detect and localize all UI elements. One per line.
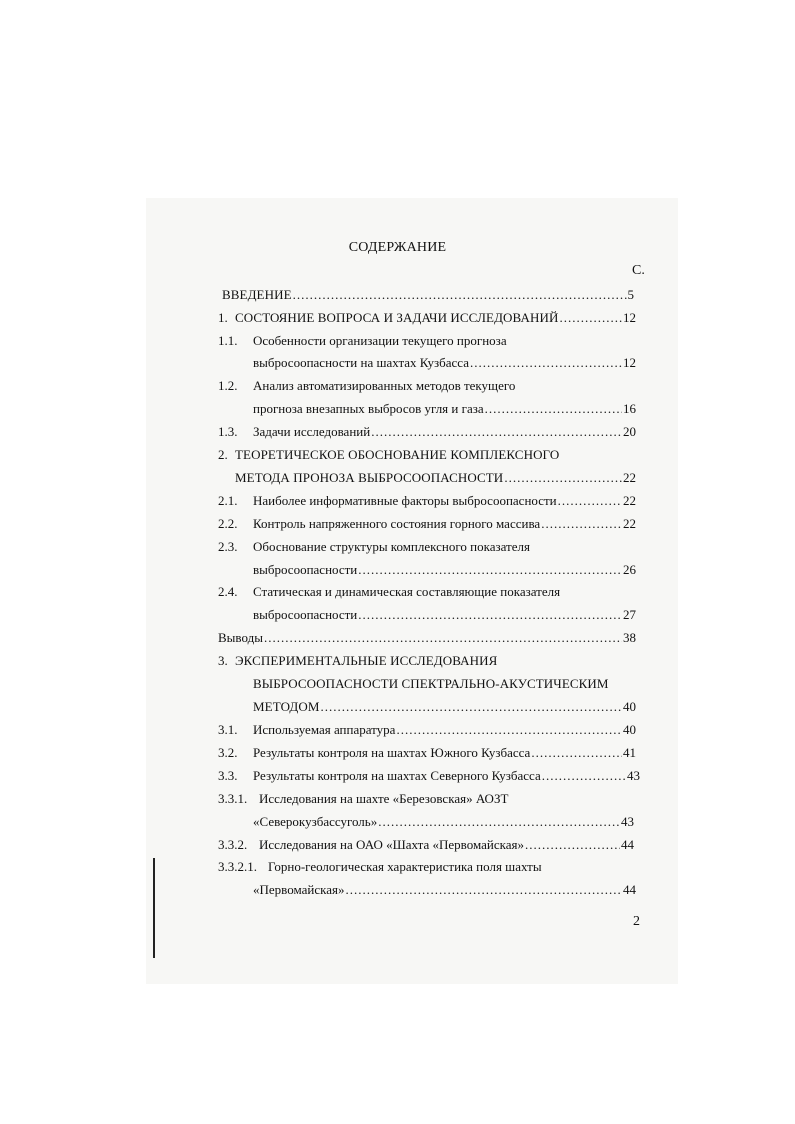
toc-entry-number: 1.3. [218, 424, 238, 439]
toc-entry-text: Статическая и динамическая составляющие показателя [253, 584, 561, 599]
toc-entry-3-3-2[interactable] [259, 836, 634, 854]
toc-leader-dots [470, 354, 622, 372]
toc-leader-dots [542, 767, 626, 785]
toc-entry-number: 1.2. [218, 378, 238, 393]
toc-entry-text: выбросоопасности [253, 562, 358, 577]
toc-entry-ch2[interactable] [235, 469, 636, 487]
toc-entry-2-2[interactable] [253, 515, 636, 533]
toc-entry-number: 3.3. [218, 768, 238, 783]
toc-entry-3-3-1[interactable] [253, 813, 634, 831]
toc-leader-dots [358, 561, 622, 579]
toc-entry-page: 40 [623, 699, 636, 714]
toc-leader-dots [345, 881, 622, 899]
toc-entry-3-1[interactable] [253, 721, 636, 739]
toc-entry-text: ТЕОРЕТИЧЕСКОЕ ОБОСНОВАНИЕ КОМПЛЕКСНОГО [235, 447, 560, 462]
toc-entry-page: 26 [623, 562, 636, 577]
toc-entry-number: 3. [218, 653, 228, 668]
toc-entry-page: 22 [623, 493, 636, 508]
toc-entry-text: Контроль напряженного состояния горного массива [253, 516, 541, 531]
toc-leader-dots [485, 400, 622, 418]
toc-entry-text: Задачи исследований [253, 424, 371, 439]
toc-entry-page: 12 [623, 355, 636, 370]
toc-entry-text: выбросоопасности [253, 607, 358, 622]
toc-entry-number: 1.1. [218, 333, 238, 348]
toc-entry-page: 16 [623, 401, 636, 416]
toc-entry-text: Особенности организации текущего прогноза [253, 333, 507, 348]
toc-entry-3-2[interactable] [253, 744, 636, 762]
toc-entry-text: Исследования на шахте «Березовская» АОЗТ [259, 791, 509, 806]
toc-entry-text: Выводы [218, 630, 263, 645]
toc-entry-page: 27 [623, 607, 636, 622]
toc-entry-text: ЭКСПЕРИМЕНТАЛЬНЫЕ ИССЛЕДОВАНИЯ [235, 653, 498, 668]
toc-entry-text: СОСТОЯНИЕ ВОПРОСА И ЗАДАЧИ ИССЛЕДОВАНИЙ [235, 310, 559, 325]
toc-entry-text: ВЫБРОСООПАСНОСТИ СПЕКТРАЛЬНО-АКУСТИЧЕСКИМ [253, 676, 609, 691]
toc-leader-dots [541, 515, 622, 533]
toc-leader-dots [504, 469, 622, 487]
toc-leader-dots [293, 286, 627, 304]
toc-entry-page: 22 [623, 470, 636, 485]
toc-leader-dots [264, 629, 622, 647]
toc-leader-dots [378, 813, 620, 831]
toc-leader-dots [531, 744, 622, 762]
toc-entry-text: «Первомайская» [253, 882, 345, 897]
toc-entry-conclusions[interactable] [218, 629, 636, 647]
toc-entry-intro[interactable] [222, 286, 634, 304]
toc-entry-3-3[interactable] [253, 767, 640, 785]
toc-entry-page: 20 [623, 424, 636, 439]
toc-entry-text: выбросоопасности на шахтах Кузбасса [253, 355, 469, 370]
toc-entry-number: 3.1. [218, 722, 238, 737]
toc-leader-dots [559, 309, 622, 327]
toc-entry-text: МЕТОДОМ [253, 699, 320, 714]
toc-entry-2-1[interactable] [253, 492, 636, 510]
toc-entry-number: 3.3.2.1. [218, 859, 257, 874]
toc-entry-3-3-2-1[interactable] [253, 881, 636, 899]
toc-entry-text: Результаты контроля на шахтах Южного Кузбасса [253, 745, 531, 760]
toc-leader-dots [321, 698, 622, 716]
toc-leader-dots [371, 423, 622, 441]
toc-entry-text: Анализ автоматизированных методов текущего [253, 378, 516, 393]
toc-entry-page: 38 [623, 630, 636, 645]
toc-entry-2-4[interactable] [253, 606, 636, 624]
toc-leader-dots [525, 836, 620, 854]
toc-entry-page: 44 [623, 882, 636, 897]
page-title: СОДЕРЖАНИЕ [348, 240, 447, 255]
toc-leader-dots [358, 606, 622, 624]
toc-entry-1-3[interactable] [253, 423, 636, 441]
toc-entry-1-2[interactable] [253, 400, 636, 418]
toc-entry-text: прогноза внезапных выбросов угля и газа [253, 401, 484, 416]
toc-entry-number: 2.3. [218, 539, 238, 554]
toc-entry-page: 12 [623, 310, 636, 325]
toc-leader-dots [396, 721, 622, 739]
toc-entry-ch3[interactable] [253, 698, 636, 716]
toc-entry-number: 1. [218, 310, 228, 325]
toc-entry-number: 2. [218, 447, 228, 462]
page-number: 2 [633, 914, 640, 929]
toc-entry-text: «Северокузбассуголь» [253, 814, 378, 829]
toc-entry-page: 22 [623, 516, 636, 531]
toc-leader-dots [558, 492, 622, 510]
toc-entry-text: МЕТОДА ПРОНОЗА ВЫБРОСООПАСНОСТИ [235, 470, 504, 485]
toc-entry-page: 40 [623, 722, 636, 737]
toc-entry-1-1[interactable] [253, 354, 636, 372]
toc-entry-text: Обоснование структуры комплексного показателя [253, 539, 530, 554]
toc-entry-number: 3.3.2. [218, 837, 248, 852]
toc-entry-text: Наиболее информативные факторы выбросоопасности [253, 493, 557, 508]
toc-entry-text: Результаты контроля на шахтах Северного Кузбасса [253, 768, 541, 783]
scan-margin-mark [153, 858, 155, 958]
toc-entry-number: 2.2. [218, 516, 238, 531]
toc-entry-ch1[interactable] [235, 309, 636, 327]
toc-entry-number: 2.1. [218, 493, 238, 508]
toc-entry-page: 44 [621, 837, 634, 852]
toc-entry-page: 43 [621, 814, 634, 829]
toc-entry-text: Горно-геологическая характеристика поля шахты [268, 859, 542, 874]
toc-entry-text: Используемая аппаратура [253, 722, 396, 737]
toc-entry-2-3[interactable] [253, 561, 636, 579]
toc-entry-page: 43 [627, 768, 640, 783]
page-column-label: С. [632, 263, 645, 278]
toc-entry-page: 41 [623, 745, 636, 760]
toc-entry-number: 3.3.1. [218, 791, 248, 806]
toc-entry-text: Исследования на ОАО «Шахта «Первомайская» [259, 837, 524, 852]
toc-entry-number: 2.4. [218, 584, 238, 599]
toc-entry-number: 3.2. [218, 745, 238, 760]
toc-entry-text: ВВЕДЕНИЕ [222, 287, 292, 302]
toc-entry-page: 5 [627, 287, 634, 302]
